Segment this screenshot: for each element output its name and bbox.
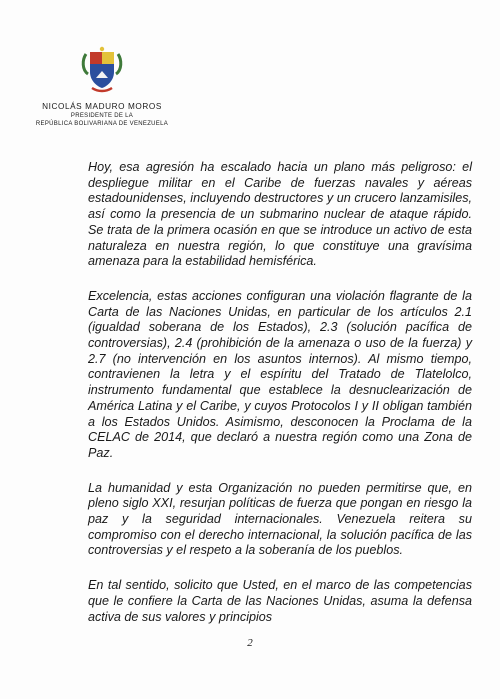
- letterhead-title-line1: PRESIDENTE DE LA: [70, 113, 134, 119]
- letterhead: [22, 44, 182, 128]
- paragraph-2: Excelencia, estas acciones configuran una violación flagrante de la Carta de las Naciones Unidas, en particular de los artículos 2.1 (igualdad soberana de los Estados), 2.3 (solución pacífica de controversias), 2.4 (prohibición de la amenaza o uso de la fuerza) y 2.7 (no intervención en los asuntos internos). Al mismo tiempo, contravienen la letra y el espíritu del Tratado de Tlatelolco, instrumento fundamental que establece la desnuclearización de América Latina y el Caribe, y cuyos Protocolos I y II obligan también a los Estados Unidos. Asimismo, desconocen la Proclama de la CELAC de 2014, que declaró a nuestra región como una Zona de Paz.: [88, 288, 472, 460]
- paragraph-4: En tal sentido, solicito que Usted, en el marco de las competencias que le confiere la Carta de las Naciones Unidas, asuma la defensa activa de sus valores y principios: [88, 578, 472, 624]
- letterhead-name: NICOLÁS MADURO MOROS: [42, 102, 162, 111]
- coat-of-arms-icon: [80, 44, 124, 96]
- paragraph-3: La humanidad y esta Organización no pueden permitirse que, en pleno siglo XXI, resurjan políticas de fuerza que pongan en riesgo la paz y la seguridad internacionales. Venezuela reitera su compromiso con el derecho internacional, la solución pacífica de las controversias y el respeto a la soberanía de los pueblos.: [88, 480, 472, 558]
- letter-body: [88, 160, 472, 644]
- paragraph-1: Hoy, esa agresión ha escalado hacia un plano más peligroso: el despliegue militar en el Caribe de fuerzas navales y aéreas estadounidenses, incluyendo destructores y un crucero lanzamisiles, así como la presencia de un submarino nuclear de ataque rápido. Se trata de la primera ocasión en que se introduce un activo de esta naturaleza en nuestra región, lo que constituye una gravísima amenaza para la estabilidad hemisférica.: [88, 160, 472, 269]
- letterhead-title-line2: REPÚBLICA BOLIVARIANA DE VENEZUELA: [35, 121, 169, 127]
- page-number: 2: [247, 637, 253, 649]
